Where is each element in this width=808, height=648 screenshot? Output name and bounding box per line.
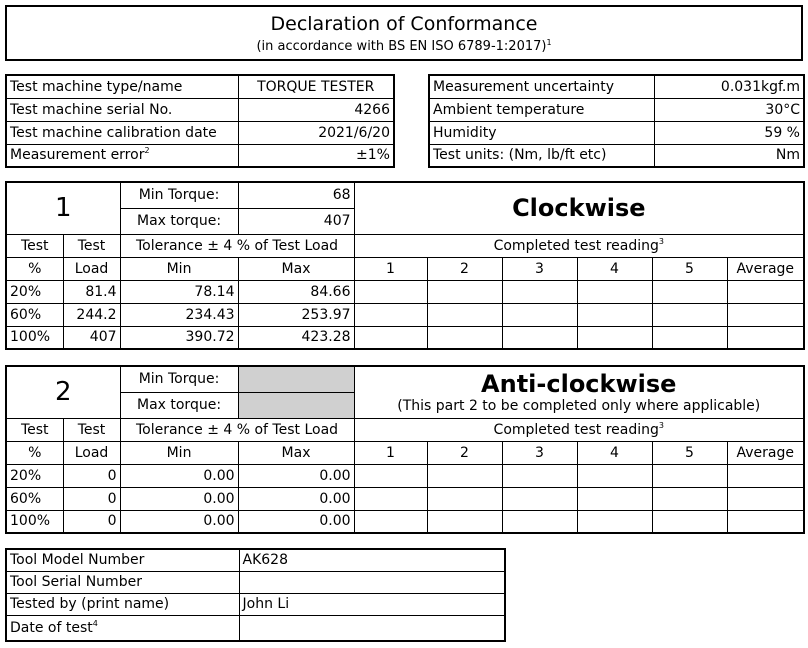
reading-header: 4: [577, 441, 652, 464]
direction-cell: [354, 182, 804, 234]
machine-info-row: [6, 75, 394, 98]
max-value: 84.66: [238, 280, 354, 303]
max-value: 0.00: [238, 464, 354, 487]
machine-info-row: [6, 144, 394, 167]
field-value[interactable]: John Li: [239, 593, 505, 615]
col-load: Load: [63, 257, 120, 280]
doc-subtitle: [7, 39, 801, 54]
field-label: Tool Model Number: [10, 552, 145, 569]
reading-input[interactable]: [652, 303, 727, 326]
field-label: Test machine calibration date: [10, 124, 217, 141]
machine-info-table: [5, 74, 395, 168]
min-torque-label: Min Torque:: [120, 366, 238, 392]
max-torque-label: Max torque:: [120, 392, 238, 418]
col-max: Max: [238, 441, 354, 464]
col-min: Min: [120, 441, 238, 464]
header-box: [5, 5, 803, 61]
field-value: 2021/6/20: [238, 121, 394, 144]
condition-row: [429, 75, 804, 98]
col-load: Load: [63, 441, 120, 464]
col-percent: %: [6, 441, 63, 464]
reading-input[interactable]: [577, 326, 652, 349]
reading-header: 5: [652, 441, 727, 464]
field-label: Ambient temperature: [429, 98, 654, 121]
test-percent: 60%: [6, 487, 63, 510]
table-row: [6, 487, 804, 510]
reading-input[interactable]: [427, 487, 502, 510]
table-row: [6, 326, 804, 349]
reading-input[interactable]: [502, 303, 577, 326]
column-header-row: [6, 234, 804, 257]
reading-header: 1: [354, 257, 427, 280]
reading-input[interactable]: [652, 487, 727, 510]
max-value: 0.00: [238, 487, 354, 510]
reading-input[interactable]: [727, 487, 804, 510]
clockwise-section: [5, 181, 805, 350]
test-percent: 20%: [6, 280, 63, 303]
field-value[interactable]: [239, 615, 505, 641]
section-number: 1: [6, 182, 120, 234]
reading-input[interactable]: [354, 303, 427, 326]
min-torque-value[interactable]: 68: [238, 182, 354, 208]
field-label-cell: [6, 615, 239, 641]
reading-input[interactable]: [577, 487, 652, 510]
reading-header: 3: [502, 441, 577, 464]
test-load: 0: [63, 510, 120, 533]
reading-input[interactable]: [427, 326, 502, 349]
reading-input[interactable]: [727, 280, 804, 303]
completed-label: Completed test reading: [493, 421, 659, 438]
tool-info-row: [6, 593, 505, 615]
field-label: Measurement uncertainty: [429, 75, 654, 98]
field-label: Test units: (Nm, lb/ft etc): [429, 144, 654, 167]
min-value: 0.00: [120, 510, 238, 533]
field-value[interactable]: [239, 571, 505, 593]
field-value: TORQUE TESTER: [238, 75, 394, 98]
footnote-mark: 4: [92, 618, 98, 628]
reading-input[interactable]: [577, 510, 652, 533]
min-value: 78.14: [120, 280, 238, 303]
max-torque-value[interactable]: 407: [238, 208, 354, 234]
max-value: 423.28: [238, 326, 354, 349]
field-value: 59 %: [654, 121, 804, 144]
field-label-cell: [6, 98, 238, 121]
completed-header: [354, 418, 804, 441]
reading-input[interactable]: [502, 464, 577, 487]
reading-input[interactable]: [727, 326, 804, 349]
direction-title: Anti-clockwise: [481, 370, 677, 399]
machine-info-row: [6, 121, 394, 144]
reading-input[interactable]: [502, 510, 577, 533]
field-value: 4266: [238, 98, 394, 121]
test-percent: 100%: [6, 510, 63, 533]
field-label: Test machine serial No.: [10, 101, 173, 118]
table-row: [6, 280, 804, 303]
max-value: 0.00: [238, 510, 354, 533]
reading-input[interactable]: [502, 280, 577, 303]
test-percent: 100%: [6, 326, 63, 349]
min-value: 234.43: [120, 303, 238, 326]
reading-input[interactable]: [354, 326, 427, 349]
field-label: Tool Serial Number: [10, 574, 142, 590]
direction-note: (This part 2 to be completed only where applicable): [397, 398, 761, 415]
col-test: Test: [63, 418, 120, 441]
field-value: 30°C: [654, 98, 804, 121]
col-test: Test: [6, 234, 63, 257]
reading-input[interactable]: [652, 326, 727, 349]
condition-row: [429, 144, 804, 167]
reading-input[interactable]: [502, 326, 577, 349]
column-header-row: [6, 257, 804, 280]
reading-input[interactable]: [427, 464, 502, 487]
field-label-cell: [6, 571, 239, 593]
reading-input[interactable]: [427, 303, 502, 326]
test-load: 407: [63, 326, 120, 349]
col-test: Test: [63, 234, 120, 257]
min-value: 0.00: [120, 464, 238, 487]
col-percent: %: [6, 257, 63, 280]
min-torque-value[interactable]: [238, 366, 354, 392]
reading-input[interactable]: [727, 303, 804, 326]
footnote-mark: 2: [144, 146, 150, 156]
reading-input[interactable]: [427, 510, 502, 533]
condition-row: [429, 121, 804, 144]
field-label: Humidity: [429, 121, 654, 144]
reading-header: 2: [427, 441, 502, 464]
table-row: [6, 510, 804, 533]
reading-input[interactable]: [577, 303, 652, 326]
column-header-row: [6, 441, 804, 464]
field-value: Nm: [654, 144, 804, 167]
machine-info-row: [6, 98, 394, 121]
field-label: Test machine type/name: [10, 78, 183, 95]
footnote-mark: 1: [546, 38, 552, 47]
conditions-table: [428, 74, 805, 168]
completed-label: Completed test reading: [493, 237, 659, 254]
direction-cell: [354, 366, 804, 418]
field-label-cell: [6, 75, 238, 98]
field-label: Tested by (print name): [10, 596, 170, 612]
reading-input[interactable]: [354, 464, 427, 487]
footnote-mark: 3: [658, 420, 664, 430]
test-load: 0: [63, 464, 120, 487]
field-label-cell: [6, 549, 239, 571]
column-header-row: [6, 418, 804, 441]
test-load: 81.4: [63, 280, 120, 303]
reading-input[interactable]: [354, 280, 427, 303]
reading-header: 5: [652, 257, 727, 280]
test-load: 0: [63, 487, 120, 510]
completed-header: [354, 234, 804, 257]
tolerance-header: Tolerance ± 4 % of Test Load: [120, 418, 354, 441]
reading-header: 4: [577, 257, 652, 280]
tool-info-row: [6, 549, 505, 571]
section-header-row: [6, 366, 804, 392]
field-label: Date of test: [10, 619, 93, 636]
reading-input[interactable]: [354, 487, 427, 510]
reading-input[interactable]: [577, 280, 652, 303]
field-value[interactable]: AK628: [239, 549, 505, 571]
condition-row: [429, 98, 804, 121]
test-percent: 60%: [6, 303, 63, 326]
table-row: [6, 464, 804, 487]
section-header-row: [6, 182, 804, 208]
tool-info-row: [6, 571, 505, 593]
doc-subtitle-text: (in accordance with BS EN ISO 6789-1:2017): [256, 39, 547, 54]
test-percent: 20%: [6, 464, 63, 487]
reading-header: Average: [727, 257, 804, 280]
reading-input[interactable]: [354, 510, 427, 533]
field-label-cell: [6, 144, 238, 167]
reading-header: 1: [354, 441, 427, 464]
col-test: Test: [6, 418, 63, 441]
field-value: 0.031kgf.m: [654, 75, 804, 98]
tool-info-row: [6, 615, 505, 641]
col-max: Max: [238, 257, 354, 280]
reading-input[interactable]: [652, 464, 727, 487]
min-value: 390.72: [120, 326, 238, 349]
direction-title: Clockwise: [512, 194, 646, 223]
tolerance-header: Tolerance ± 4 % of Test Load: [120, 234, 354, 257]
min-value: 0.00: [120, 487, 238, 510]
field-label: Measurement error: [10, 147, 145, 164]
reading-input[interactable]: [652, 510, 727, 533]
doc-title: Declaration of Conformance: [270, 13, 538, 35]
tool-info-table: [5, 548, 506, 642]
field-value: ±1%: [238, 144, 394, 167]
max-value: 253.97: [238, 303, 354, 326]
reading-input[interactable]: [727, 510, 804, 533]
reading-input[interactable]: [427, 280, 502, 303]
field-label-cell: [6, 593, 239, 615]
test-load: 244.2: [63, 303, 120, 326]
reading-header: 3: [502, 257, 577, 280]
footnote-mark: 3: [658, 236, 665, 246]
field-label-cell: [6, 121, 238, 144]
anticlockwise-section: [5, 365, 805, 534]
min-torque-label: Min Torque:: [120, 182, 238, 208]
reading-input[interactable]: [577, 464, 652, 487]
max-torque-value[interactable]: [238, 392, 354, 418]
max-torque-label: Max torque:: [120, 208, 238, 234]
reading-input[interactable]: [727, 464, 804, 487]
reading-header: 2: [427, 257, 502, 280]
reading-header: Average: [727, 441, 804, 464]
reading-input[interactable]: [652, 280, 727, 303]
section-number: 2: [6, 366, 120, 418]
col-min: Min: [120, 257, 238, 280]
table-row: [6, 303, 804, 326]
reading-input[interactable]: [502, 487, 577, 510]
